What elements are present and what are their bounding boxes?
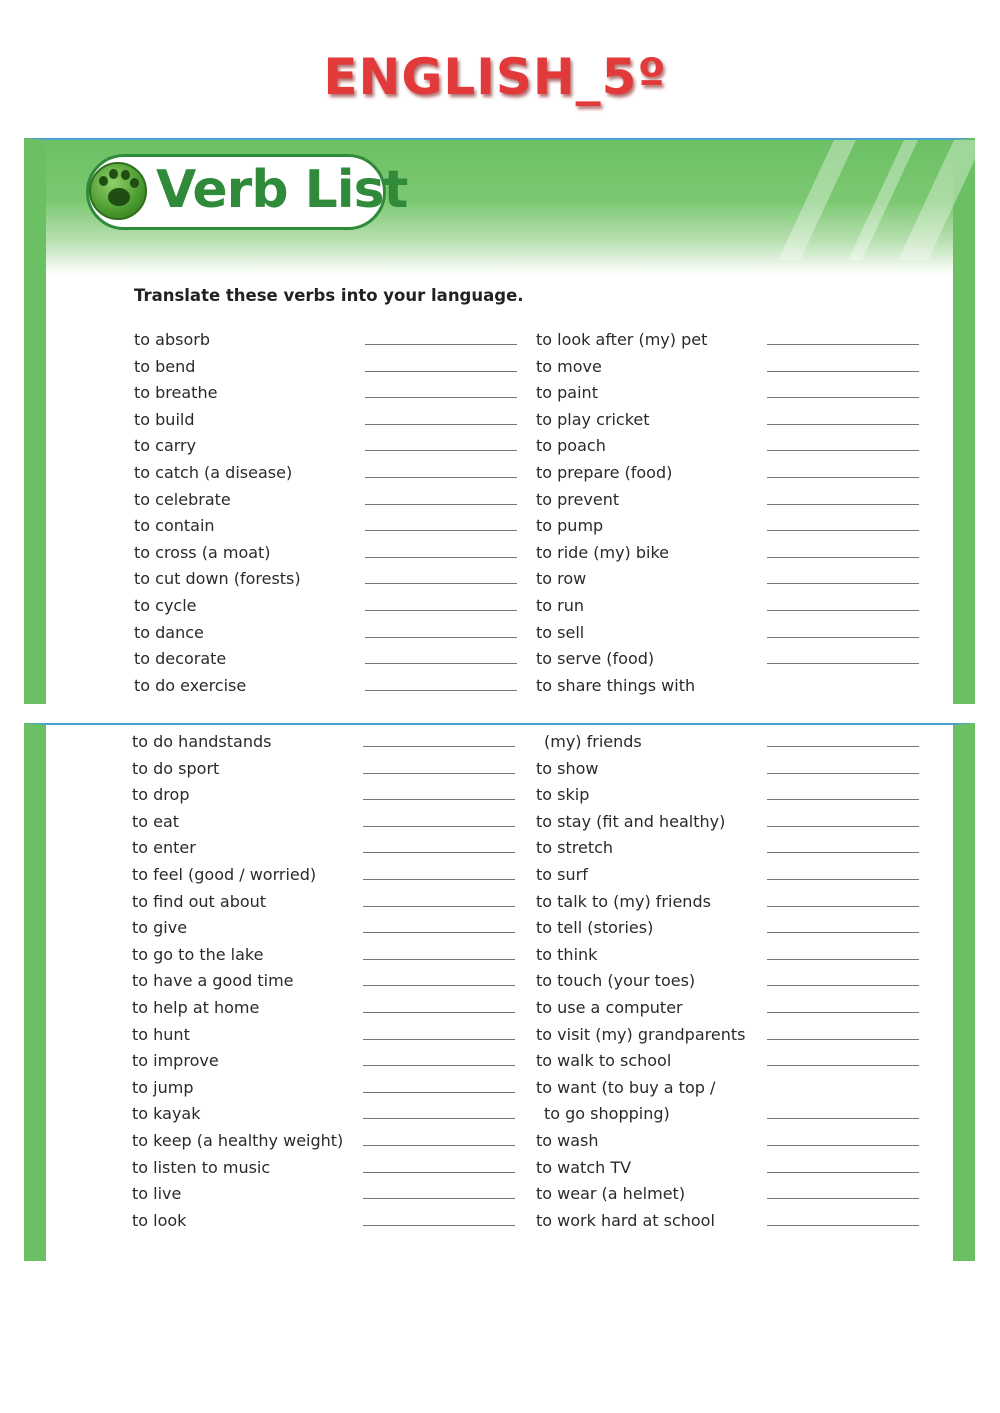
translation-blank[interactable] bbox=[767, 746, 919, 747]
translation-blank[interactable] bbox=[767, 1012, 919, 1013]
verb-label: to wear (a helmet) bbox=[536, 1184, 686, 1204]
translation-blank[interactable] bbox=[363, 1039, 515, 1040]
verb-list-panel-top bbox=[24, 138, 975, 704]
verb-label: to prepare (food) bbox=[536, 462, 673, 482]
verb-label: to want (to buy a top / bbox=[536, 1077, 716, 1097]
translation-blank[interactable] bbox=[767, 1198, 919, 1199]
verb-label: to absorb bbox=[134, 330, 210, 349]
verb-label: to look bbox=[132, 1210, 187, 1230]
translation-blank[interactable] bbox=[363, 985, 515, 986]
translation-blank[interactable] bbox=[365, 504, 517, 505]
translation-blank[interactable] bbox=[767, 424, 919, 425]
translation-blank[interactable] bbox=[767, 799, 919, 800]
translation-blank[interactable] bbox=[363, 906, 515, 907]
translation-blank[interactable] bbox=[365, 637, 517, 638]
verb-label: to serve (food) bbox=[536, 649, 655, 669]
translation-blank[interactable] bbox=[767, 879, 919, 880]
verb-label: to contain bbox=[134, 516, 215, 536]
translation-blank[interactable] bbox=[767, 932, 919, 933]
verb-label: to wash bbox=[536, 1130, 599, 1150]
verb-label: to feel (good / worried) bbox=[132, 864, 317, 884]
translation-blank[interactable] bbox=[363, 826, 515, 827]
verb-label: to cross (a moat) bbox=[134, 542, 271, 562]
translation-blank[interactable] bbox=[365, 663, 517, 664]
translation-blank[interactable] bbox=[767, 371, 919, 372]
verb-label: to give bbox=[132, 918, 188, 938]
verb-label: (my) friends bbox=[544, 732, 642, 751]
translation-blank[interactable] bbox=[365, 583, 517, 584]
translation-blank[interactable] bbox=[365, 557, 517, 558]
translation-blank[interactable] bbox=[363, 1118, 515, 1119]
translation-blank[interactable] bbox=[363, 799, 515, 800]
verb-label: to dance bbox=[134, 622, 204, 642]
verb-label: to hunt bbox=[132, 1024, 190, 1044]
verb-label: to talk to (my) friends bbox=[536, 891, 711, 911]
translation-blank[interactable] bbox=[363, 1145, 515, 1146]
translation-blank[interactable] bbox=[363, 852, 515, 853]
verb-label: to celebrate bbox=[134, 489, 231, 509]
translation-blank[interactable] bbox=[363, 1225, 515, 1226]
translation-blank[interactable] bbox=[363, 959, 515, 960]
verb-label: to tell (stories) bbox=[536, 918, 654, 938]
verb-label: to walk to school bbox=[536, 1051, 672, 1071]
translation-blank[interactable] bbox=[363, 746, 515, 747]
verb-label: to help at home bbox=[132, 997, 260, 1017]
translation-blank[interactable] bbox=[363, 1065, 515, 1066]
translation-blank[interactable] bbox=[767, 959, 919, 960]
verb-label: to find out about bbox=[132, 891, 267, 911]
translation-blank[interactable] bbox=[767, 852, 919, 853]
verb-label: to enter bbox=[132, 838, 196, 858]
verb-label: to use a computer bbox=[536, 997, 683, 1017]
verb-label: to listen to music bbox=[132, 1157, 271, 1177]
verb-label: to poach bbox=[536, 436, 606, 456]
verb-label: to move bbox=[536, 356, 602, 376]
verb-label: to skip bbox=[536, 785, 590, 805]
verb-label: to breathe bbox=[134, 383, 218, 403]
verb-label: to share things with bbox=[536, 675, 696, 695]
translation-blank[interactable] bbox=[767, 1065, 919, 1066]
verb-label: to work hard at school bbox=[536, 1210, 715, 1230]
translation-blank[interactable] bbox=[365, 530, 517, 531]
verb-label: to decorate bbox=[134, 649, 227, 669]
translation-blank[interactable] bbox=[363, 932, 515, 933]
translation-blank[interactable] bbox=[365, 610, 517, 611]
translation-blank[interactable] bbox=[767, 1172, 919, 1173]
translation-blank[interactable] bbox=[767, 450, 919, 451]
translation-blank[interactable] bbox=[363, 1198, 515, 1199]
verb-label: to bend bbox=[134, 356, 196, 376]
verb-label: to ride (my) bike bbox=[536, 542, 670, 562]
translation-blank[interactable] bbox=[767, 1039, 919, 1040]
translation-blank[interactable] bbox=[767, 504, 919, 505]
verb-label: to keep (a healthy weight) bbox=[132, 1130, 344, 1150]
translation-blank[interactable] bbox=[365, 344, 517, 345]
translation-blank[interactable] bbox=[767, 557, 919, 558]
verb-label: to jump bbox=[132, 1077, 194, 1097]
translation-blank[interactable] bbox=[365, 690, 517, 691]
verb-label: to kayak bbox=[132, 1104, 201, 1124]
verb-label: to look after (my) pet bbox=[536, 330, 708, 349]
translation-blank[interactable] bbox=[363, 1172, 515, 1173]
translation-blank[interactable] bbox=[365, 424, 517, 425]
verb-label: to row bbox=[536, 569, 587, 589]
translation-blank[interactable] bbox=[767, 1145, 919, 1146]
paw-icon bbox=[89, 162, 147, 220]
page-title: ENGLISH_5º bbox=[323, 48, 667, 106]
verb-label: to think bbox=[536, 944, 598, 964]
verb-label: to catch (a disease) bbox=[134, 462, 293, 482]
verb-label: to visit (my) grandparents bbox=[536, 1024, 746, 1044]
verb-label: to do handstands bbox=[132, 732, 272, 751]
verb-label: to prevent bbox=[536, 489, 620, 509]
verb-label: to build bbox=[134, 409, 195, 429]
verb-label: to sell bbox=[536, 622, 585, 642]
translation-blank[interactable] bbox=[767, 826, 919, 827]
translation-blank[interactable] bbox=[767, 773, 919, 774]
verb-label: to improve bbox=[132, 1051, 219, 1071]
verb-label: to live bbox=[132, 1184, 182, 1204]
verb-label: to go to the lake bbox=[132, 944, 264, 964]
verb-label: to paint bbox=[536, 383, 598, 403]
translation-blank[interactable] bbox=[767, 1225, 919, 1226]
verb-label: to cycle bbox=[134, 595, 197, 615]
translation-blank[interactable] bbox=[363, 879, 515, 880]
translation-blank[interactable] bbox=[365, 450, 517, 451]
translation-blank[interactable] bbox=[767, 344, 919, 345]
translation-blank[interactable] bbox=[767, 610, 919, 611]
verb-label: to stretch bbox=[536, 838, 614, 858]
verb-label: to drop bbox=[132, 785, 190, 805]
translation-blank[interactable] bbox=[767, 583, 919, 584]
verb-label: to eat bbox=[132, 811, 180, 831]
verb-label: to surf bbox=[536, 864, 588, 884]
translation-blank[interactable] bbox=[767, 637, 919, 638]
verb-label: to watch TV bbox=[536, 1157, 632, 1177]
translation-blank[interactable] bbox=[767, 985, 919, 986]
verb-label: to run bbox=[536, 595, 585, 615]
translation-blank[interactable] bbox=[767, 906, 919, 907]
verb-label: to have a good time bbox=[132, 971, 294, 991]
verb-label: to show bbox=[536, 758, 599, 778]
verb-label: to touch (your toes) bbox=[536, 971, 696, 991]
translation-blank[interactable] bbox=[365, 397, 517, 398]
translation-blank[interactable] bbox=[767, 530, 919, 531]
banner-stripe bbox=[898, 140, 984, 260]
verb-label: to do sport bbox=[132, 758, 220, 778]
verb-label: to do exercise bbox=[134, 675, 247, 695]
verb-label: to carry bbox=[134, 436, 197, 456]
verb-label: to play cricket bbox=[536, 409, 650, 429]
translation-blank[interactable] bbox=[767, 663, 919, 664]
translation-blank[interactable] bbox=[363, 773, 515, 774]
verb-label: to stay (fit and healthy) bbox=[536, 811, 726, 831]
verb-label: to go shopping) bbox=[544, 1104, 670, 1124]
instruction-text: Translate these verbs into your language. bbox=[134, 286, 524, 305]
header-title: Verb List bbox=[156, 160, 408, 220]
translation-blank[interactable] bbox=[767, 477, 919, 478]
translation-blank[interactable] bbox=[365, 371, 517, 372]
translation-blank[interactable] bbox=[363, 1092, 515, 1093]
translation-blank[interactable] bbox=[767, 1118, 919, 1119]
verb-label: to pump bbox=[536, 516, 604, 536]
verb-list-panel-bottom bbox=[24, 723, 975, 1261]
translation-blank[interactable] bbox=[365, 477, 517, 478]
banner-stripe bbox=[778, 140, 856, 260]
header-banner bbox=[46, 140, 953, 275]
translation-blank[interactable] bbox=[767, 397, 919, 398]
translation-blank[interactable] bbox=[363, 1012, 515, 1013]
verb-label: to cut down (forests) bbox=[134, 569, 301, 589]
